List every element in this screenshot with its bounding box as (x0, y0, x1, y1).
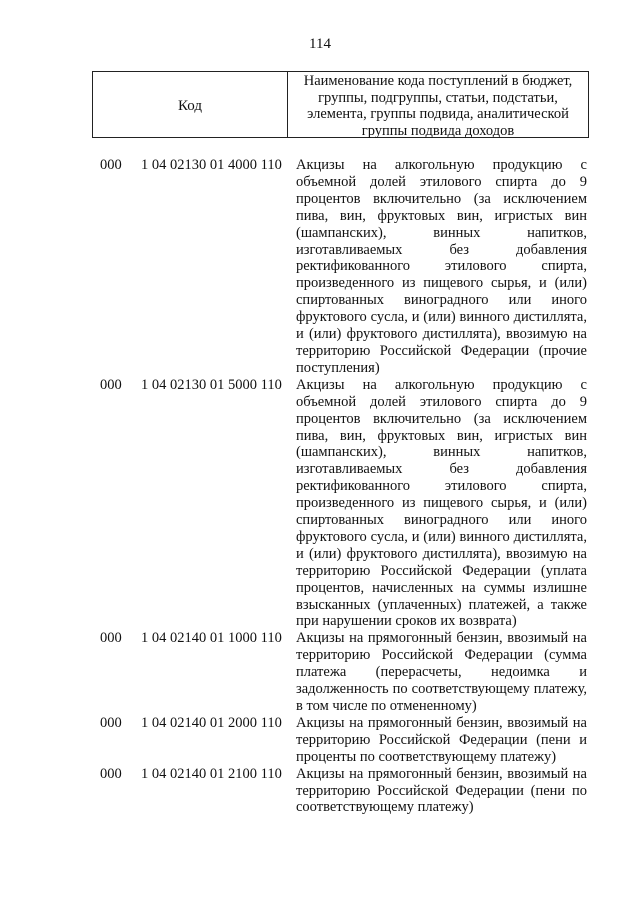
table-row (0, 766, 640, 817)
row-description: Акцизы на алкогольную продукцию с объемной долей этилового спирта до 9 процентов включительно (за исключением пива, вин, фруктовых вин, игристых вин (шампанских), винных напитков, изготавливаемых без добавления ректификованного этилового спирта, произведенного из пищевого сырья, и (или) спиртованных виноградного или иного фруктового сусла, и (или) винного дистиллята, и (или) фруктового дистиллята), ввозимую на территорию Российской Федерации (уплата процентов, начисленных на суммы излишне взысканных (уплаченных) платежей, а также при нарушении сроков их возврата) (296, 376, 587, 630)
row-description: Акцизы на прямогонный бензин, ввозимый на территорию Российской Федерации (сумма платежа (перерасчеты, недоимка и задолженность по соответствующему платежу, в том числе по отмененному) (296, 630, 587, 714)
row-description: Акцизы на прямогонный бензин, ввозимый на территорию Российской Федерации (пени и проценты по соответствующему платежу) (296, 714, 587, 765)
row-income-code: 1 04 02130 01 4000 110 (141, 157, 282, 173)
page-number: 114 (309, 36, 331, 52)
row-income-code: 1 04 02140 01 1000 110 (141, 630, 282, 647)
row-admin-code: 000 (100, 376, 122, 393)
table-header (92, 71, 589, 138)
row-income-code: 1 04 02130 01 5000 110 (141, 376, 282, 393)
row-admin-code: 000 (100, 765, 122, 782)
header-code-column: Код (93, 72, 288, 137)
row-admin-code: 000 (100, 714, 122, 731)
row-income-code: 1 04 02140 01 2100 110 (141, 765, 282, 782)
row-description: Акцизы на прямогонный бензин, ввозимый на территорию Российской Федерации (пени по соответствующему платежу) (296, 765, 587, 816)
row-admin-code: 000 (100, 157, 122, 173)
table-row (0, 715, 640, 766)
row-income-code: 1 04 02140 01 2000 110 (141, 714, 282, 731)
row-admin-code: 000 (100, 630, 122, 647)
row-description: Акцизы на алкогольную продукцию с объемной долей этилового спирта до 9 процентов включительно (за исключением пива, вин, фруктовых вин, игристых вин (шампанских), винных напитков, изготавливаемых без добавления ректификованного этилового спирта, произведенного из пищевого сырья, и (или) спиртованных виноградного или иного фруктового сусла, и (или) винного дистиллята, и (или) фруктового дистиллята), ввозимую на территорию Российской Федерации (прочие поступления) (296, 157, 587, 376)
header-name-column: Наименование кода поступлений в бюджет, группы, подгруппы, статьи, подстатьи, элемента, группы подвида, аналитической группы подвида доходов (303, 73, 573, 139)
table-row (0, 630, 640, 715)
table-row (0, 157, 640, 377)
table-row (0, 377, 640, 631)
table-body (0, 157, 640, 816)
